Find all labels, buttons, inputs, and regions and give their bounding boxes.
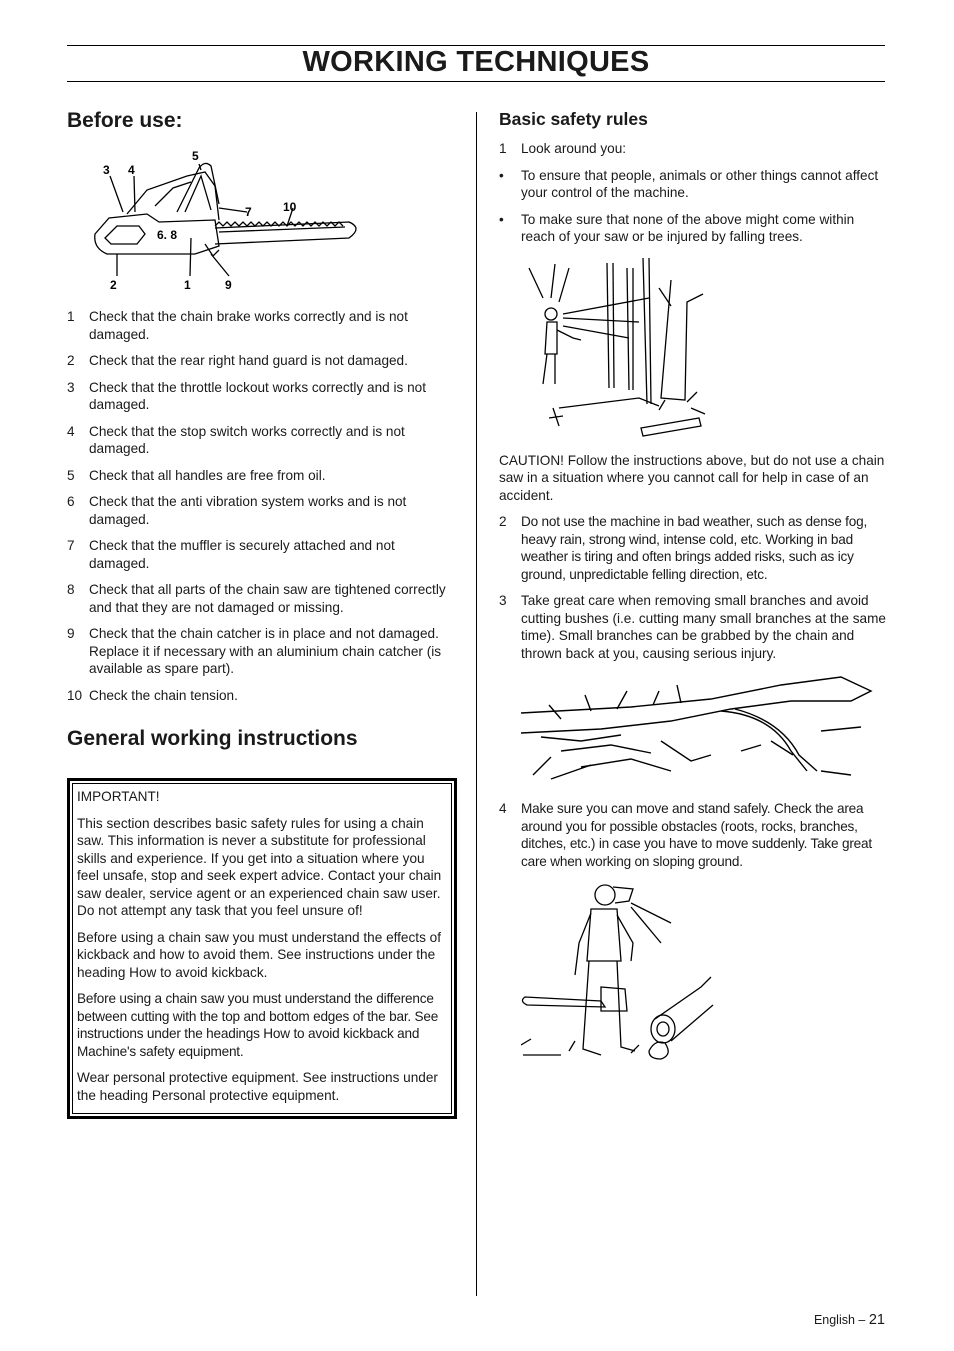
item-text: Make sure you can move and stand safely. Check the area around you for possible obstacles (roots, rocks, branches, ditches, etc.) in case you have to move suddenly. Take great care when working on sloping ground. — [521, 801, 872, 869]
list-item — [499, 140, 889, 158]
item-text: Check the chain tension. — [89, 687, 238, 703]
item-number: 1 — [67, 309, 75, 324]
list-item — [67, 467, 457, 485]
item-text: Check that all parts of the chain saw are tightened correctly and that they are not damaged or missing. — [89, 582, 446, 615]
item-text: To make sure that none of the above might come within reach of your saw or be injured by falling trees. — [521, 211, 855, 244]
list-item — [499, 592, 889, 662]
item-text: Take great care when removing small branches and avoid cutting bushes (i.e. cutting many small branches at the same time). Small branches can be grabbed by the chain and thrown back at you, causing serious injury. — [521, 593, 886, 661]
footer-language: English — [813, 1313, 855, 1327]
item-number: 1 — [499, 141, 507, 156]
before-use-list — [67, 308, 457, 704]
list-item — [67, 308, 457, 343]
item-number: 10 — [67, 687, 83, 703]
item-number: 4 — [499, 801, 507, 816]
important-paragraph: Wear personal protective equipment. See instructions under the heading Personal protective equipment. — [77, 1070, 438, 1103]
bullet: • — [499, 167, 504, 183]
general-instructions-heading: General working instructions — [67, 727, 358, 750]
diagram-label-2: 2 — [110, 278, 117, 292]
item-number: 3 — [499, 593, 507, 608]
header-rule-bottom — [67, 81, 885, 82]
item-number: 5 — [67, 467, 75, 483]
item-number: 2 — [499, 514, 507, 529]
caution-text: CAUTION! Follow the instructions above, but do not use a chain saw in a situation where you cannot call for help in case of an accident. — [499, 452, 885, 503]
item-number: 3 — [67, 379, 75, 395]
item-text: To ensure that people, animals or other things cannot affect your control of the machine. — [521, 167, 879, 200]
item-number: 7 — [67, 538, 75, 553]
basic-safety-heading: Basic safety rules — [499, 109, 648, 129]
list-item — [67, 687, 457, 705]
item-number: 6 — [67, 494, 75, 509]
list-item — [499, 513, 889, 583]
bullet-item — [499, 211, 889, 246]
list-item — [67, 625, 457, 678]
item-text: Check that all handles are free from oil. — [89, 467, 326, 483]
list-item — [67, 581, 457, 616]
branches-illustration — [521, 671, 881, 786]
item-text: Check that the chain brake works correctly and is not damaged. — [89, 309, 408, 342]
list-item — [67, 537, 457, 572]
list-item — [67, 352, 457, 370]
item-number: 4 — [67, 423, 75, 439]
important-label: IMPORTANT! — [77, 789, 160, 804]
item-number: 9 — [67, 626, 75, 641]
chainsaw-diagram — [87, 146, 377, 296]
item-text: Look around you: — [521, 141, 627, 156]
right-column — [499, 104, 889, 1069]
bullet-item — [499, 167, 889, 202]
list-item — [67, 493, 457, 528]
item-text: Check that the throttle lockout works correctly and is not damaged. — [89, 379, 426, 412]
before-use-heading: Before use: — [67, 109, 183, 132]
safe-stance-illustration — [521, 879, 721, 1069]
diagram-label-3: 3 — [103, 163, 110, 177]
diagram-label-5: 5 — [192, 149, 199, 163]
footer-separator: – — [858, 1313, 866, 1327]
diagram-label-7: 7 — [245, 205, 252, 219]
item-text: Check that the stop switch works correctly and is not damaged. — [89, 423, 405, 456]
item-text: Check that the anti vibration system works and is not damaged. — [89, 494, 407, 527]
diagram-label-9: 9 — [225, 278, 232, 292]
important-paragraph: Before using a chain saw you must understand the difference between cutting with the top and bottom edges of the bar. See instructions under the headings How to avoid kickback and Machine's safety equipment. — [77, 991, 439, 1059]
list-item — [499, 800, 889, 870]
diagram-label-10: 10 — [283, 200, 297, 214]
important-paragraph: Before using a chain saw you must understand the effects of kickback and how to avoid them. See instructions under the heading How to avoid kickback. — [77, 929, 441, 980]
list-item — [67, 379, 457, 414]
item-text: Check that the chain catcher is in place and not damaged. Replace it if necessary with an aluminium chain catcher (is available as spare part). — [89, 626, 442, 676]
diagram-label-1: 1 — [184, 278, 191, 292]
list-item — [67, 423, 457, 458]
item-text: Do not use the machine in bad weather, such as dense fog, heavy rain, strong wind, intense cold, etc. Working in bad weather is tiring and often brings added risks, such as icy ground, unpredictable felling direction, etc. — [521, 514, 868, 582]
item-number: 2 — [67, 353, 75, 368]
left-column — [67, 104, 457, 1119]
item-text: Check that the muffler is securely attached and not damaged. — [89, 538, 395, 571]
important-box — [67, 778, 457, 1119]
item-number: 8 — [67, 582, 75, 597]
column-divider — [476, 112, 477, 1296]
page-title: WORKING TECHNIQUES — [302, 46, 650, 78]
diagram-label-6-8: 6. 8 — [157, 228, 178, 242]
important-paragraph: This section describes basic safety rules for using a chain saw. This information is never a substitute for professional skills and experience. If you get into a situation where you feel unsafe, stop and seek expert advice. Contact your chain saw dealer, service agent or an experienced chain saw user. Do not attempt any task that you feel unsure of! — [77, 815, 442, 918]
page-footer — [814, 1312, 885, 1328]
diagram-label-4: 4 — [128, 163, 135, 177]
bullet: • — [499, 211, 504, 227]
falling-trees-illustration — [519, 258, 719, 438]
item-text: Check that the rear right hand guard is not damaged. — [89, 353, 408, 368]
page-number: 21 — [868, 1312, 885, 1328]
